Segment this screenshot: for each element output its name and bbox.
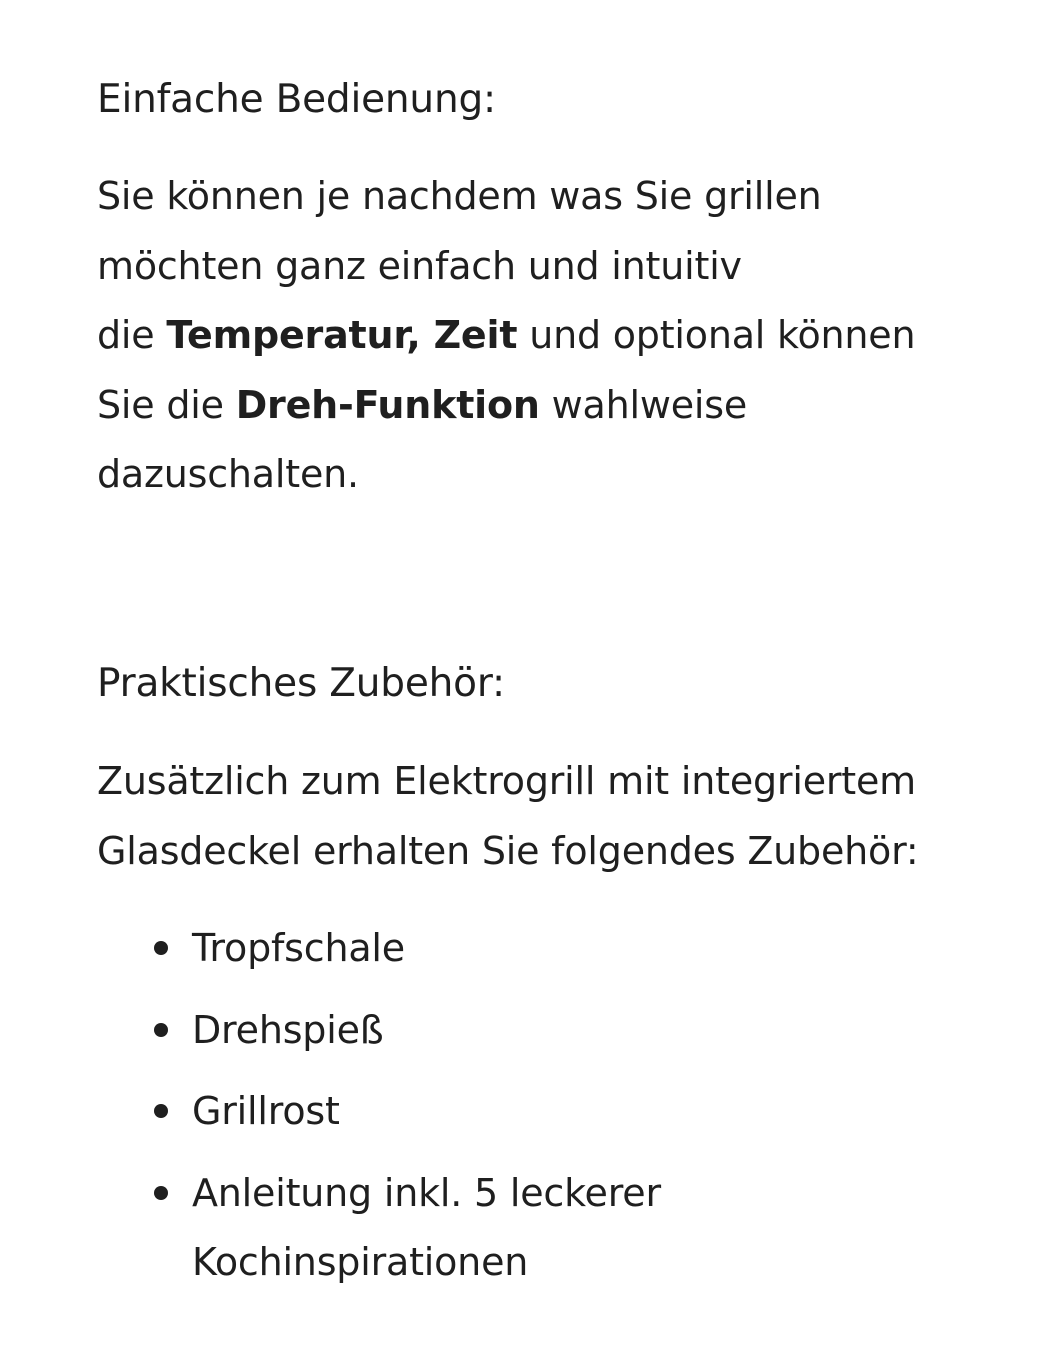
bold-text-dreh-funktion: Dreh-Funktion	[235, 382, 540, 427]
list-item	[97, 1159, 661, 1298]
text-fragment: die	[97, 313, 167, 357]
text-fragment: und optional können	[517, 313, 916, 357]
text-fragment: wahlweise	[539, 382, 748, 427]
paragraph-line	[97, 301, 915, 371]
list-item	[97, 1077, 661, 1147]
bold-text-temperatur-zeit: Temperatur, Zeit	[166, 313, 518, 357]
section-paragraph-einfache-bedienung	[97, 162, 915, 510]
bullet-icon	[154, 1023, 168, 1037]
bullet-icon	[154, 1186, 168, 1200]
paragraph-line: Zusätzlich zum Elektrogrill mit integriertem	[97, 759, 916, 803]
list-item	[97, 914, 661, 984]
list-item-text: Drehspieß	[192, 1007, 384, 1052]
section-heading-praktisches-zubehoer: Praktisches Zubehör:	[97, 661, 505, 706]
paragraph-line: dazuschalten.	[97, 452, 359, 496]
paragraph-line: Sie können je nachdem was Sie grillen	[97, 174, 822, 218]
bullet-icon	[154, 941, 168, 955]
list-item-text: Tropfschale	[192, 926, 405, 970]
accessory-list	[97, 914, 661, 1298]
list-item-text: Anleitung inkl. 5 leckerer	[192, 1170, 661, 1215]
section-paragraph-praktisches-zubehoer	[97, 747, 918, 886]
list-item-text-continued: Kochinspirationen	[192, 1240, 529, 1284]
bullet-icon	[154, 1104, 168, 1118]
text-fragment: Sie die	[97, 382, 236, 427]
paragraph-line	[97, 371, 915, 441]
paragraph-line: möchten ganz einfach und intuitiv	[97, 243, 742, 288]
paragraph-line: Glasdeckel erhalten Sie folgendes Zubehör:	[97, 828, 919, 873]
section-heading-einfache-bedienung: Einfache Bedienung:	[97, 77, 496, 122]
list-item-text: Grillrost	[192, 1089, 340, 1133]
list-item	[97, 996, 661, 1066]
